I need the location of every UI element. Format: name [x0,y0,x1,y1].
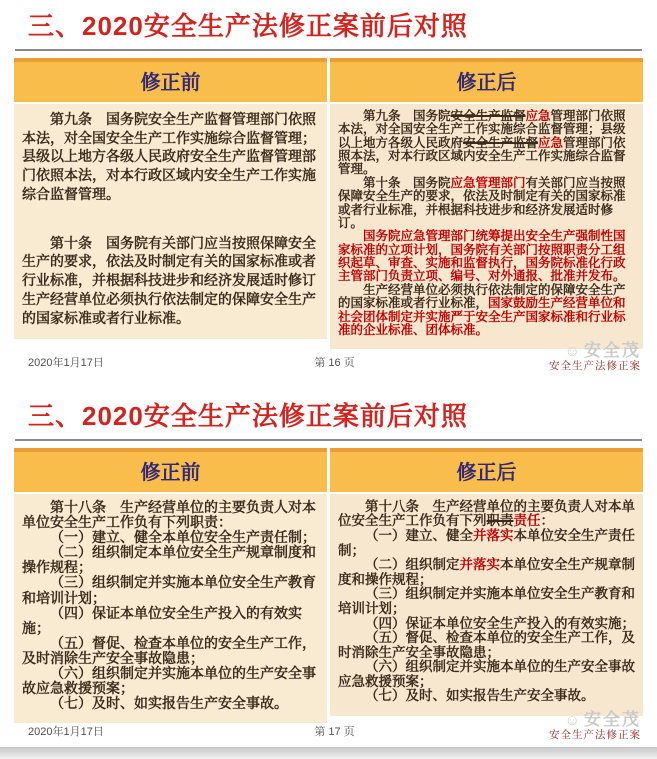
text-segment: （七）及时、如实报告生产安全事故。 [50,695,288,712]
text-segment: （二）组织制定本单位安全生产规章制度和操作规程； [22,544,316,576]
paragraph [22,636,319,666]
added-text: 并落实 [459,557,500,573]
paragraph [338,529,635,558]
text-segment: （四）保证本单位安全生产投入的有效实施； [365,615,635,631]
text-segment: （一）建立、健全本单位安全生产责任制； [50,529,316,546]
text-segment: （五）督促、检查本单位的安全生产工作，及时消除生产安全事故隐患； [22,634,316,666]
cell-before-amendment [14,494,327,724]
footer-caption: 安全生产法修正案 [549,359,641,372]
added-text: 应急 [538,135,564,150]
paragraph [338,230,635,284]
brand-block [549,342,641,372]
footer-page-number: 第 17 页 [314,726,355,738]
added-text: 应急管理部门 [450,175,526,190]
comparison-table-header [14,448,643,492]
text-segment: 第十八条 生产经营单位的主要负责人对本单位安全生产工作负有下列 [338,498,635,529]
text-segment: （五）督促、检查本单位的安全生产工作，及时消除生产安全事故隐患； [338,630,635,660]
text-segment: （二）组织制定 [365,557,460,573]
cell-before-amendment [14,104,327,340]
paragraph [338,689,635,704]
paragraph [22,575,319,605]
text-segment: （三）组织制定并实施本单位安全生产教育和培训计划； [338,586,635,616]
paragraph [22,545,319,575]
paragraph [22,696,319,711]
logo-text: 安全茂 [584,709,641,729]
paragraph [22,530,319,545]
text-segment: 本单位安全生产责任制； [338,528,635,558]
column-header-after: 修正后 [330,448,643,492]
text-segment: 第十条 国务院 [363,175,451,190]
paragraph [22,606,319,636]
added-text: 应急 [525,108,551,123]
text-segment: （四）保证本单位安全生产投入的有效实施； [22,604,302,636]
text-segment: 第十八条 生产经营单位的主要负责人对本单位安全生产工作负有下列职责： [22,498,316,530]
deleted-text: 职责 [486,513,514,529]
text-segment: 第九条 国务院 [363,108,451,123]
column-header-before: 修正前 [14,58,327,102]
deleted-text: 安全生产监督 [463,135,539,150]
paragraph [338,500,635,529]
slide-2 [0,378,657,747]
page-title: 三、2020安全生产法修正案前后对照 [28,401,468,431]
cell-after-amendment [330,104,643,349]
text-segment: 第九条 国务院安全生产监督管理部门依照本法，对全国安全生产工作实施综合监督管理；县级以上地方各级人民政府安全生产监督管理部门依照本法，对本行政区域内安全生产工作实施综合监督管理。 [22,110,316,202]
text-segment: 管理部门依照本法，对本行政区域内安全生产工作实施综合监督管理。 [338,135,626,177]
paragraph [22,500,319,530]
anquanmao-logo [565,710,641,729]
added-text: 国家鼓励生产经营单位和社会团体制定并实施严于安全生产国家标准和行业标准的企业标准、团体标准。 [338,296,626,337]
paragraph [338,587,635,616]
text-segment: （三）组织制定并实施本单位安全生产教育和培训计划； [22,574,316,606]
paragraph [338,558,635,587]
paragraph [338,177,635,231]
text-segment: 生产经营单位必须执行依法制定的保障安全生产的国家标准或者行业标准， [338,282,626,311]
title-underline [15,49,642,51]
text-segment: （一）建立、健全 [365,528,473,544]
slide-footer [28,340,641,372]
paragraph [338,660,635,689]
text-segment: （六）组织制定并实施本单位的生产安全事故应急救援预案； [338,659,635,689]
added-text: 国务院应急管理部门统筹提出安全生产强制性国家标准的立项计划，国务院有关部门按照职责分工组织起草、审查、实施和监督执行，国务院标准化行政主管部门负责立项、编号、对外通报、批准并发布。 [338,229,626,284]
bottom-edge-strip [0,747,657,759]
text-segment: ： [540,513,554,529]
paragraph [338,617,635,632]
comparison-table-header [14,58,643,102]
slide-footer [28,709,641,741]
footer-page-number: 第 16 页 [314,357,355,369]
title-underline [15,439,642,441]
text-segment: 本单位安全生产规章制度和操作规程； [338,557,635,587]
logo-text: 安全茂 [584,340,641,360]
footer-caption: 安全生产法修正案 [549,728,641,741]
text-segment: （七）及时、如实报告生产安全事故。 [365,688,595,704]
paragraph [338,110,635,177]
anquanmao-logo [565,341,641,360]
smiley-face-icon: ☺ [564,342,582,360]
paragraph [338,631,635,660]
comparison-table-body [14,104,643,349]
comparison-table-body [14,494,643,724]
text-segment: （六）组织制定并实施本单位的生产安全事故应急救援预案； [22,665,316,697]
paragraph [22,110,319,204]
column-header-after: 修正后 [330,58,643,102]
paragraph [22,666,319,696]
footer-date: 2020年1月17日 [28,357,104,369]
added-text: 并落实 [473,528,514,544]
column-header-before: 修正前 [14,448,327,492]
text-segment: 管理部门依照本法，对全国安全生产工作实施综合监督管理；县级以上地方各级人民政府 [338,108,626,150]
paragraph [338,284,635,338]
brand-block [549,711,641,741]
text-segment: 有关部门应当按照保障安全生产的要求，依法及时制定有关的国家标准或者行业标准，并根据科技进步和经济发展适时修订。 [338,175,626,230]
footer-date: 2020年1月17日 [28,726,104,738]
page-title: 三、2020安全生产法修正案前后对照 [28,11,468,41]
smiley-face-icon: ☺ [564,711,582,729]
deleted-text: 安全生产监督 [450,108,526,123]
cell-after-amendment [330,494,643,716]
added-text: 责任 [513,513,541,529]
slide-1 [0,0,657,378]
paragraph [22,234,319,328]
text-segment: 第十条 国务院有关部门应当按照保障安全生产的要求，依法及时制定有关的国家标准或者行业标准，并根据科技进步和经济发展适时修订生产经营单位必须执行依法制定的保障安全生产的国家标准或者行业标准。 [22,234,316,326]
